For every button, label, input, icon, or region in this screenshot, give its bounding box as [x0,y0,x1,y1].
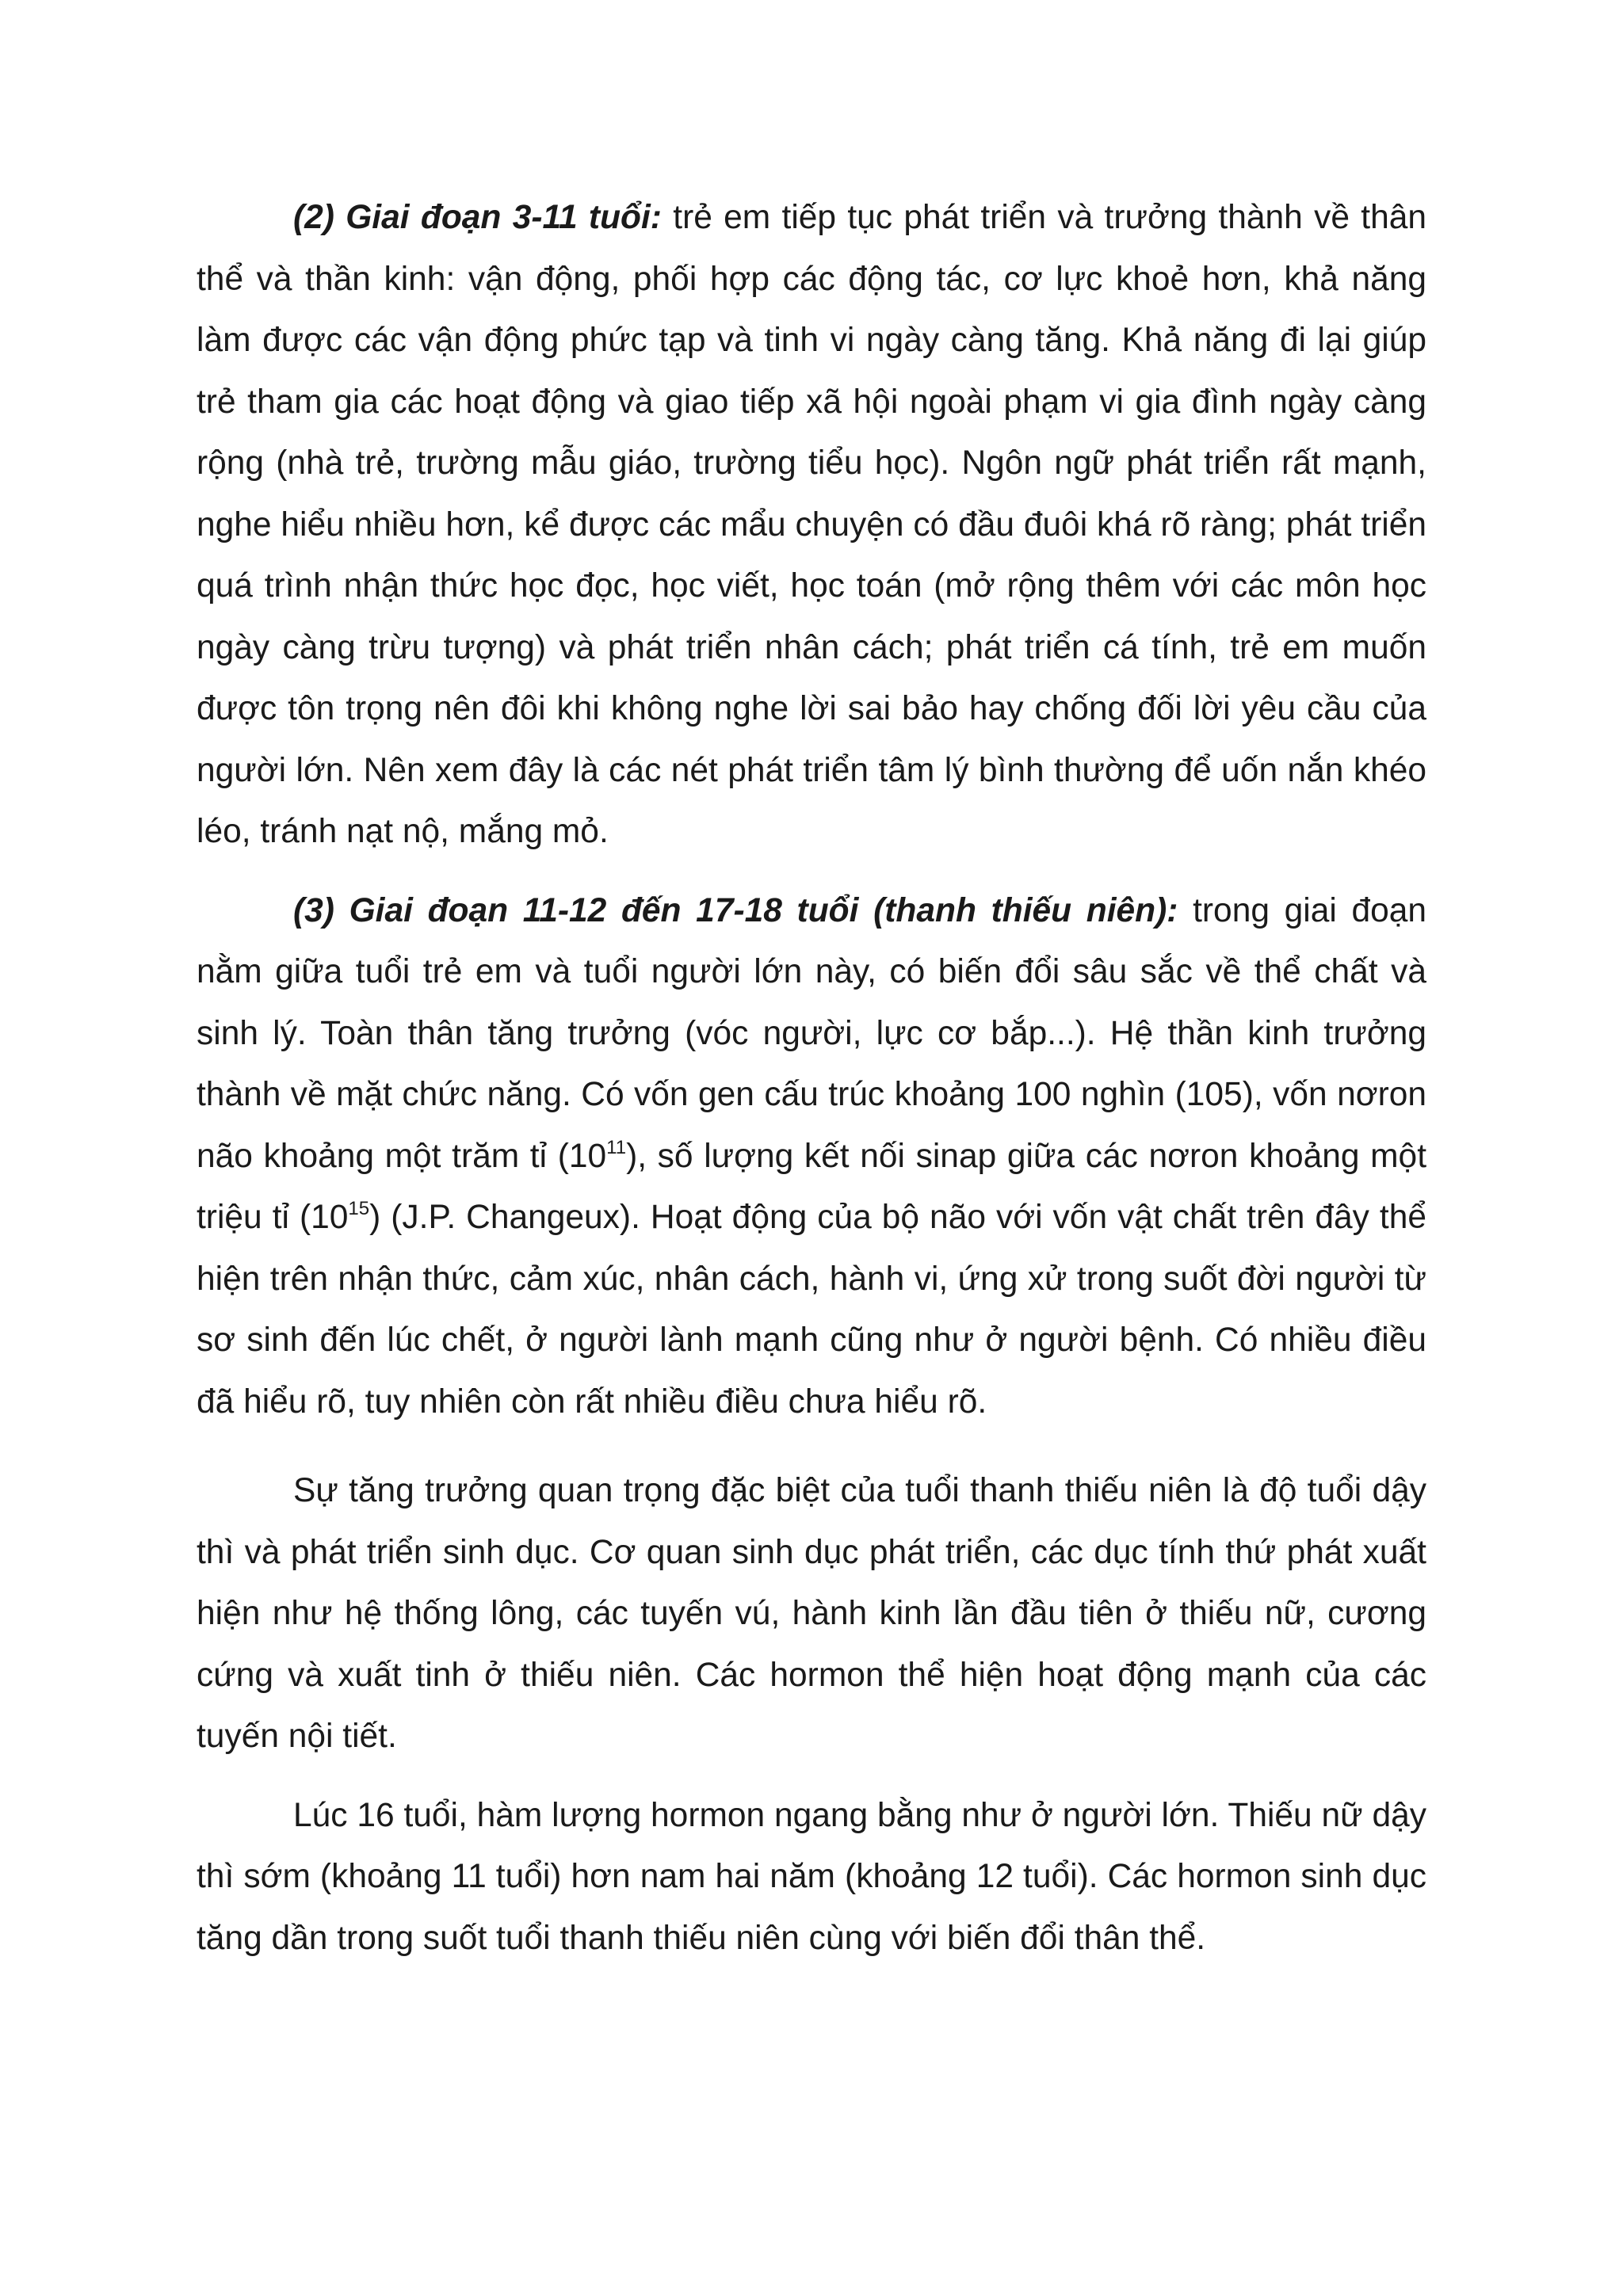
paragraph-puberty-growth: Sự tăng trưởng quan trọng đặc biệt của tuổi thanh thiếu niên là độ tuổi dậy thì và phát triển sinh dục. Cơ quan sinh dục phát triển, các dục tính thứ phát xuất hiện như hệ thống lông, các tuyến vú, hành kinh lần đầu tiên ở thiếu nữ, cương cứng và xuất tinh ở thiếu niên. Các hormon thể hiện hoạt động mạnh của các tuyến nội tiết. [197,1472,1426,1755]
paragraph-text: ) (J.P. Changeux). Hoạt động của bộ não với vốn vật chất trên đây thể hiện trên nhận thức, cảm xúc, nhân cách, hành vi, ứng xử trong suốt đời người từ sơ sinh đến lúc chết, ở người lành mạnh cũng như ở người bệnh. Có nhiều điều đã hiểu rõ, tuy nhiên còn rất nhiều điều chưa hiểu rõ. [197,1199,1427,1421]
paragraph-text: ), số lượng kết nối sinap giữa các nơron khoảng một triệu tỉ (10 [197,1137,1426,1236]
paragraph-heading: (2) Giai đoạn 3-11 tuổi: [293,199,662,236]
paragraph-hormone-levels: Lúc 16 tuổi, hàm lượng hormon ngang bằng như ở người lớn. Thiếu nữ dậy thì sớm (khoảng 11 tuổi) hơn nam hai năm (khoảng 12 tuổi). Các hormon sinh dục tăng dần trong suốt tuổi thanh thiếu niên cùng với biến đổi thân thể. [197,1796,1426,1957]
paragraph-stage-11-18 [197,880,1426,1433]
paragraph-stage-3-11 [197,187,1426,863]
paragraph-text: trong giai đoạn nằm giữa tuổi trẻ em và tuổi người lớn này, có biến đổi sâu sắc về thể chất và sinh lý. Toàn thân tăng trưởng (vóc người, lực cơ bắp...). Hệ thần kinh trưởng thành về mặt chức năng. Có vốn gen cấu trúc khoảng 100 nghìn (105), vốn nơron não khoảng một trăm tỉ (10 [197,891,1426,1175]
paragraph-text: trẻ em tiếp tục phát triển và trưởng thành về thân thể và thần kinh: vận động, phối hợp các động tác, cơ lực khoẻ hơn, khả năng làm được các vận động phức tạp và tinh vi ngày càng tăng. Khả năng đi lại giúp trẻ tham gia các hoạt động và giao tiếp xã hội ngoài phạm vi gia đình ngày càng rộng (nhà trẻ, trường mẫu giáo, trường tiểu học). Ngôn ngữ phát triển rất mạnh, nghe hiểu nhiều hơn, kể được các mẩu chuyện có đầu đuôi khá rõ ràng; phát triển quá trình nhận thức học đọc, học viết, học toán (mở rộng thêm với các môn học ngày càng trừu tượng) và phát triển nhân cách; phát triển cá tính, trẻ em muốn được tôn trọng nên đôi khi không nghe lời sai bảo hay chống đối lời yêu cầu của người lớn. Nên xem đây là các nét phát triển tâm lý bình thường để uốn nắn khéo léo, tránh nạt nộ, mắng mỏ. [197,199,1426,850]
superscript-exponent: 11 [606,1136,627,1158]
paragraph-heading: (3) Giai đoạn 11-12 đến 17-18 tuổi (thanh thiếu niên): [293,891,1178,929]
superscript-exponent: 15 [348,1198,370,1219]
document-body [197,187,1426,1969]
